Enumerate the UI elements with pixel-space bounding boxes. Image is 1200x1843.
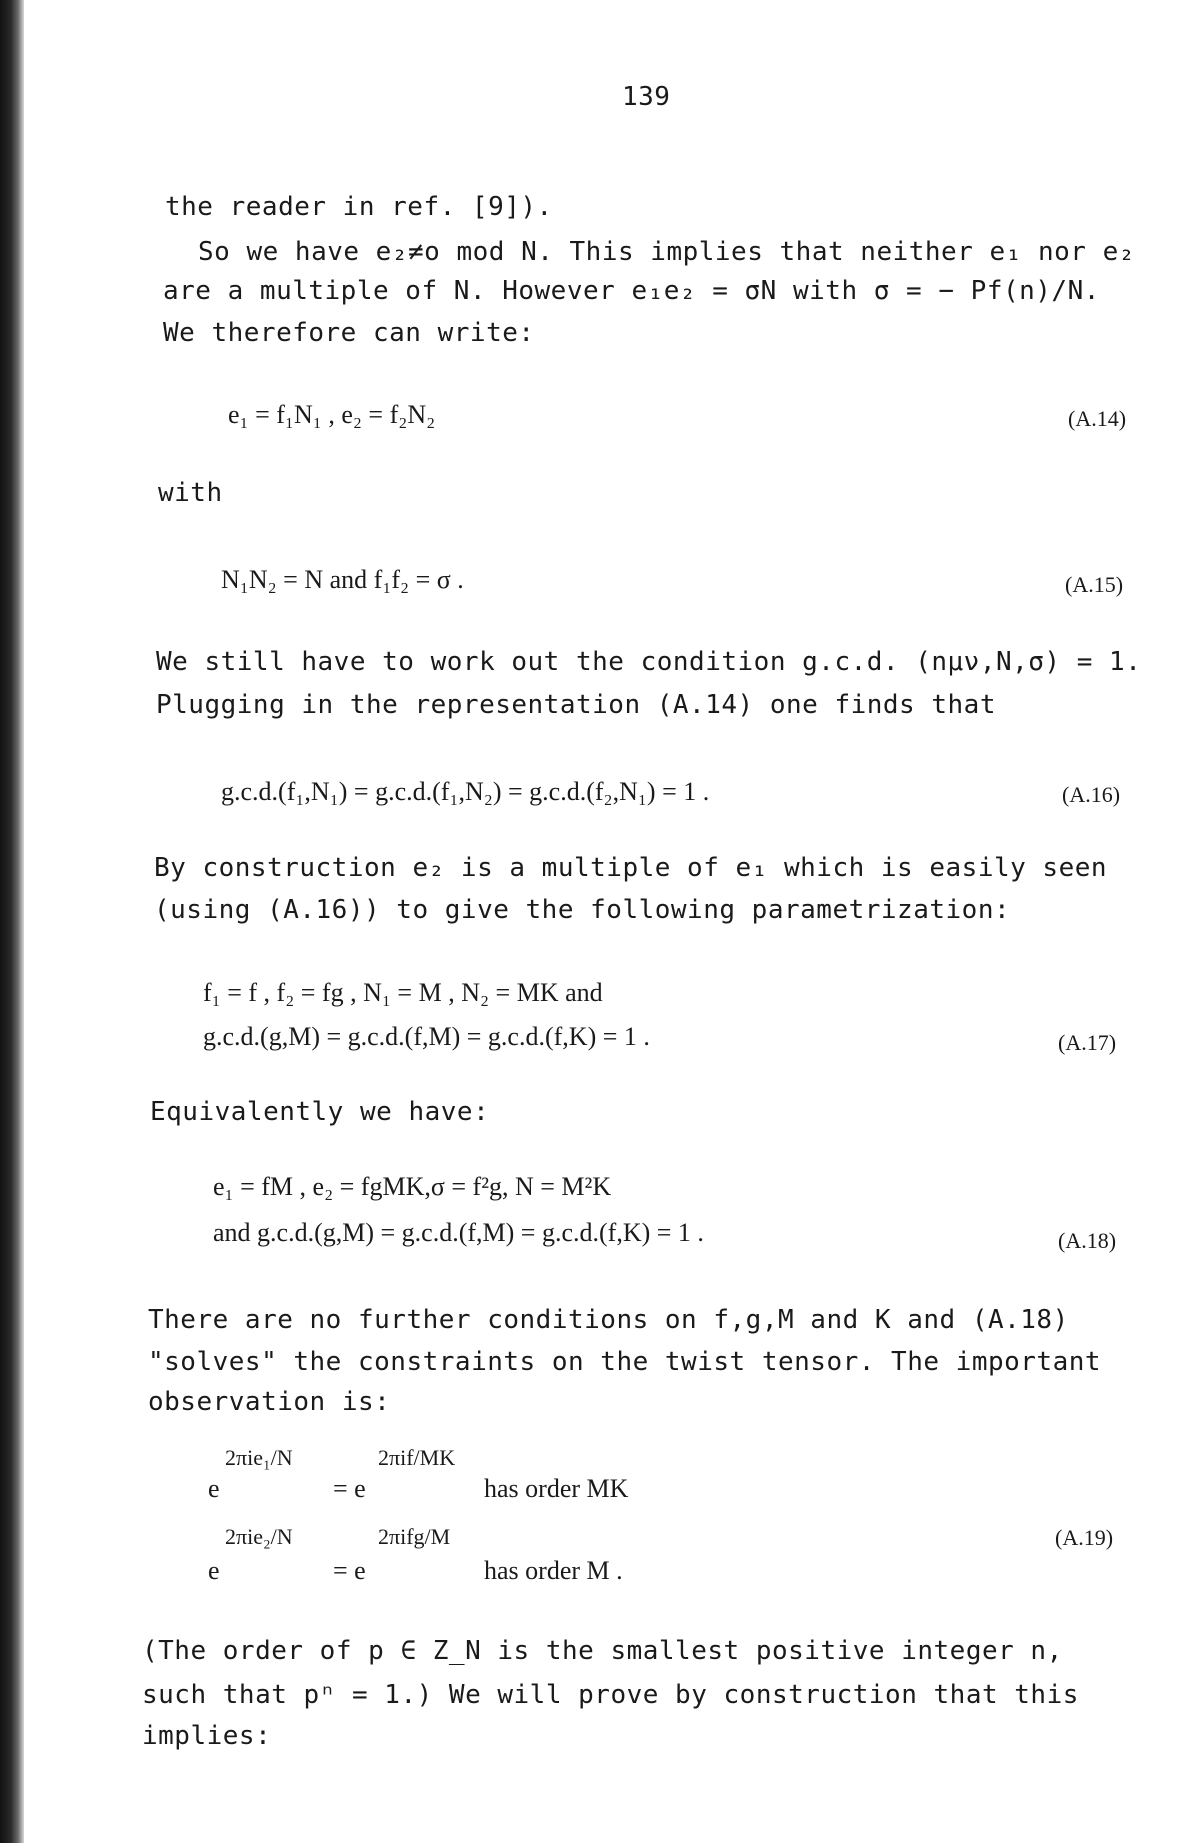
exponent-a19-1-rhs: 2πif/MK (378, 1445, 456, 1470)
equals-a19-2: = e (333, 1556, 366, 1585)
exponent-a19-2-lhs: 2πie₂/N (225, 1524, 293, 1549)
exponent-a19-2-rhs: 2πifg/M (378, 1524, 451, 1549)
page-number: 139 (622, 82, 671, 112)
paragraph-line: Equivalently we have: (150, 1097, 490, 1127)
paragraph-line: implies: (142, 1721, 272, 1751)
paragraph-line: the reader in ref. [9]). (165, 192, 553, 222)
equation-number-a15: (A.15) (1065, 572, 1124, 597)
exp-base-a19-1: e (208, 1474, 220, 1503)
equation-number-a17: (A.17) (1058, 1030, 1117, 1055)
equation-number-a19: (A.19) (1055, 1525, 1114, 1550)
paragraph-line: Plugging in the representation (A.14) one finds that (156, 690, 996, 720)
paragraph-line: such that pⁿ = 1.) We will prove by construction that this (142, 1680, 1079, 1710)
page-binding-edge (0, 0, 24, 1843)
paragraph-line: with (158, 478, 223, 508)
paragraph-line: "solves" the constraints on the twist tensor. The important (148, 1347, 1102, 1377)
paragraph-line: (The order of p ∈ Z_N is the smallest positive integer n, (142, 1636, 1063, 1666)
paragraph-line: We still have to work out the condition g.c.d. (nμν,N,σ) = 1. (156, 647, 1142, 677)
equation-a14: e₁ = f₁N₁ , e₂ = f₂N₂ (228, 400, 436, 429)
equation-a17-line1: f₁ = f , f₂ = fg , N₁ = M , N₂ = MK and (203, 978, 603, 1007)
paragraph-line: So we have e₂≠o mod N. This implies that neither e₁ nor e₂ (198, 237, 1135, 267)
paragraph-line: By construction e₂ is a multiple of e₁ which is easily seen (154, 853, 1108, 883)
exp-base-a19-2: e (208, 1556, 220, 1585)
equals-a19-1: = e (333, 1474, 366, 1503)
exponent-a19-1-lhs: 2πie₁/N (225, 1445, 293, 1470)
paragraph-line: observation is: (148, 1387, 391, 1417)
equation-a16: g.c.d.(f₁,N₁) = g.c.d.(f₁,N₂) = g.c.d.(f₂,N₁) = 1 . (221, 777, 710, 806)
paragraph-line: are a multiple of N. However e₁e₂ = σN with σ = − Pf(n)/N. (163, 276, 1100, 306)
equation-number-a18: (A.18) (1058, 1228, 1117, 1253)
equation-a18-line1: e₁ = fM , e₂ = fgMK,σ = f²g, N = M²K (213, 1172, 612, 1201)
paragraph-line: There are no further conditions on f,g,M and K and (A.18) (148, 1305, 1069, 1335)
paragraph-line: (using (A.16)) to give the following parametrization: (154, 895, 1011, 925)
equation-number-a14: (A.14) (1068, 406, 1127, 431)
equation-a15: N₁N₂ = N and f₁f₂ = σ . (221, 565, 464, 594)
order-text-a19-1: has order MK (484, 1474, 629, 1503)
paragraph-line: We therefore can write: (163, 318, 535, 348)
equation-number-a16: (A.16) (1062, 782, 1121, 807)
equation-a17-line2: g.c.d.(g,M) = g.c.d.(f,M) = g.c.d.(f,K) = 1 . (203, 1022, 650, 1051)
order-text-a19-2: has order M . (484, 1556, 623, 1585)
equation-a18-line2: and g.c.d.(g,M) = g.c.d.(f,M) = g.c.d.(f,K) = 1 . (213, 1218, 704, 1247)
